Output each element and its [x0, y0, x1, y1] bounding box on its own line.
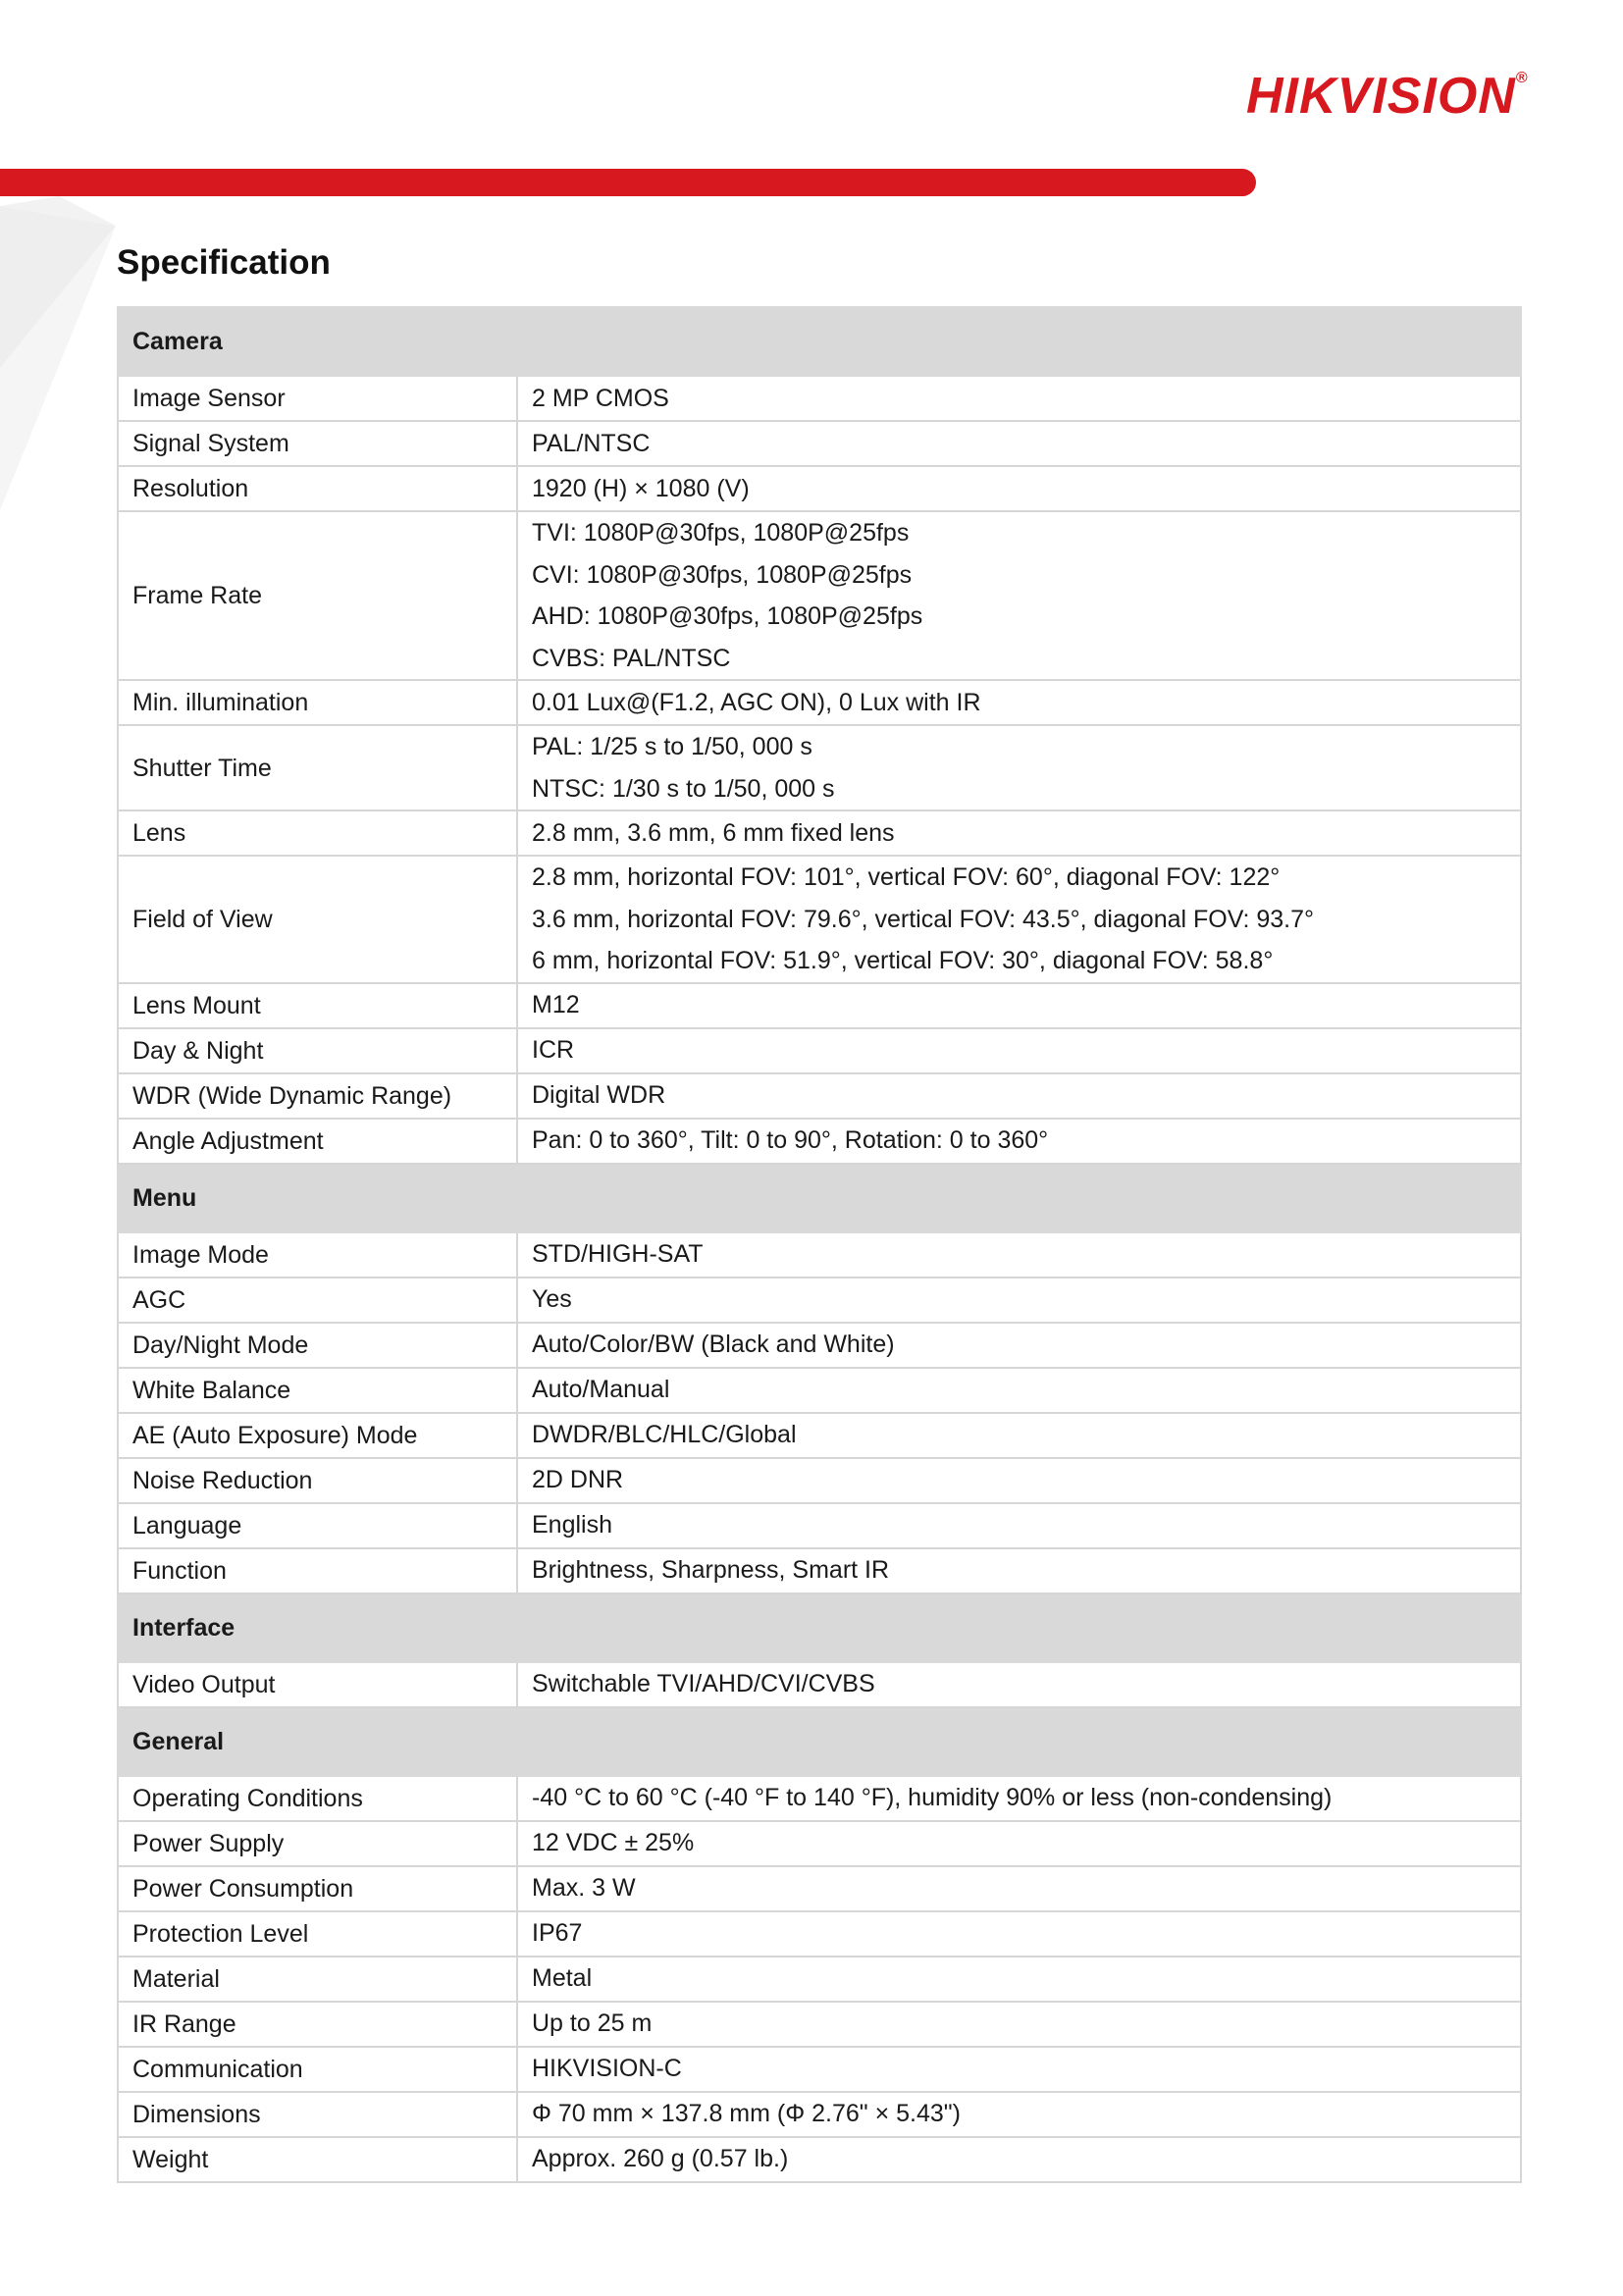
spec-value — [517, 1503, 1521, 1548]
table-row — [118, 1073, 1521, 1119]
table-row — [118, 983, 1521, 1028]
spec-value-line: IP67 — [532, 1919, 583, 1948]
section-title: Menu — [118, 1164, 1521, 1232]
spec-value — [517, 680, 1521, 725]
spec-value-line: 2.8 mm, horizontal FOV: 101°, vertical FOV: 60°, diagonal FOV: 122° — [532, 863, 1281, 891]
spec-value-line: PAL: 1/25 s to 1/50, 000 s — [532, 733, 812, 760]
decorative-corner-shape — [0, 196, 128, 520]
table-row — [118, 1458, 1521, 1503]
spec-label: Field of View — [118, 856, 517, 983]
spec-value — [517, 2047, 1521, 2092]
section-header-menu — [118, 1164, 1521, 1232]
spec-value-line: 0.01 Lux@(F1.2, AGC ON), 0 Lux with IR — [532, 688, 981, 716]
spec-label: Function — [118, 1548, 517, 1593]
table-row — [118, 1911, 1521, 1957]
table-row — [118, 1119, 1521, 1164]
spec-label: Communication — [118, 2047, 517, 2092]
spec-value-line: Switchable TVI/AHD/CVI/CVBS — [532, 1670, 875, 1698]
table-row — [118, 376, 1521, 421]
spec-value — [517, 1232, 1521, 1278]
spec-value — [517, 421, 1521, 466]
spec-value-line: CVBS: PAL/NTSC — [532, 644, 731, 672]
section-title: General — [118, 1707, 1521, 1776]
table-row — [118, 421, 1521, 466]
spec-label: Image Mode — [118, 1232, 517, 1278]
spec-value — [517, 2137, 1521, 2182]
table-row — [118, 2002, 1521, 2047]
spec-value-line: 1920 (H) × 1080 (V) — [532, 474, 750, 502]
table-row — [118, 856, 1521, 983]
table-row — [118, 1413, 1521, 1458]
table-row — [118, 1662, 1521, 1707]
table-row — [118, 1548, 1521, 1593]
spec-value-line: HIKVISION-C — [532, 2055, 682, 2083]
table-row — [118, 2092, 1521, 2137]
spec-value-line: ICR — [532, 1036, 575, 1065]
spec-label: WDR (Wide Dynamic Range) — [118, 1073, 517, 1119]
spec-value-line: 6 mm, horizontal FOV: 51.9°, vertical FOV: 30°, diagonal FOV: 58.8° — [532, 947, 1274, 974]
spec-value-line: Max. 3 W — [532, 1874, 636, 1903]
spec-value — [517, 511, 1521, 680]
spec-value-line: 2 MP CMOS — [532, 384, 669, 412]
hikvision-logo — [1246, 68, 1529, 125]
spec-value-line: Yes — [532, 1285, 572, 1314]
spec-label: IR Range — [118, 2002, 517, 2047]
spec-value — [517, 725, 1521, 810]
spec-value-line: Auto/Color/BW (Black and White) — [532, 1331, 895, 1359]
spec-label: Language — [118, 1503, 517, 1548]
section-header-interface — [118, 1593, 1521, 1662]
page-title: Specification — [117, 243, 331, 282]
spec-value — [517, 1413, 1521, 1458]
table-row — [118, 810, 1521, 856]
table-row — [118, 511, 1521, 680]
spec-label: Shutter Time — [118, 725, 517, 810]
section-title: Camera — [118, 307, 1521, 376]
spec-label: Lens Mount — [118, 983, 517, 1028]
spec-value-line: DWDR/BLC/HLC/Global — [532, 1421, 797, 1449]
section-header-camera — [118, 307, 1521, 376]
spec-value-line: Brightness, Sharpness, Smart IR — [532, 1556, 890, 1585]
table-row — [118, 1503, 1521, 1548]
spec-label: AGC — [118, 1278, 517, 1323]
spec-value-line: 12 VDC ± 25% — [532, 1829, 695, 1857]
spec-value — [517, 2002, 1521, 2047]
spec-value — [517, 983, 1521, 1028]
spec-value — [517, 1028, 1521, 1073]
spec-value-line: STD/HIGH-SAT — [532, 1240, 704, 1269]
spec-value — [517, 1548, 1521, 1593]
spec-value-line: Φ 70 mm × 137.8 mm (Φ 2.76" × 5.43") — [532, 2100, 961, 2128]
table-row — [118, 2137, 1521, 2182]
spec-label: Video Output — [118, 1662, 517, 1707]
spec-value-line: NTSC: 1/30 s to 1/50, 000 s — [532, 774, 835, 803]
spec-value — [517, 1368, 1521, 1413]
spec-value — [517, 1821, 1521, 1866]
spec-label: White Balance — [118, 1368, 517, 1413]
spec-label: Angle Adjustment — [118, 1119, 517, 1164]
spec-value-line: 2D DNR — [532, 1466, 624, 1494]
spec-label: Resolution — [118, 466, 517, 511]
spec-label: Material — [118, 1957, 517, 2002]
spec-value — [517, 1662, 1521, 1707]
section-header-general — [118, 1707, 1521, 1776]
spec-label: AE (Auto Exposure) Mode — [118, 1413, 517, 1458]
header-red-bar — [0, 169, 1256, 196]
table-row — [118, 1323, 1521, 1368]
spec-value-line: Metal — [532, 1964, 593, 1993]
spec-value-line: CVI: 1080P@30fps, 1080P@25fps — [532, 560, 913, 589]
spec-label: Power Consumption — [118, 1866, 517, 1911]
spec-value-line: Digital WDR — [532, 1081, 666, 1110]
spec-value-line: Pan: 0 to 360°, Tilt: 0 to 90°, Rotation: 0 to 360° — [532, 1126, 1049, 1155]
spec-label: Image Sensor — [118, 376, 517, 421]
spec-value-line: PAL/NTSC — [532, 429, 651, 457]
spec-value — [517, 376, 1521, 421]
spec-value-line: Auto/Manual — [532, 1376, 670, 1404]
spec-value — [517, 856, 1521, 983]
spec-label: Lens — [118, 810, 517, 856]
spec-value — [517, 1323, 1521, 1368]
table-row — [118, 466, 1521, 511]
table-row — [118, 1278, 1521, 1323]
spec-value-line: Approx. 260 g (0.57 lb.) — [532, 2145, 789, 2173]
logo-part-hik: HIK — [1246, 68, 1337, 125]
spec-value-line: Up to 25 m — [532, 2009, 653, 2038]
spec-label: Signal System — [118, 421, 517, 466]
table-row — [118, 1866, 1521, 1911]
table-row — [118, 725, 1521, 810]
table-row — [118, 680, 1521, 725]
logo-part-vision: VISION — [1336, 68, 1516, 125]
section-title: Interface — [118, 1593, 1521, 1662]
spec-value-line: AHD: 1080P@30fps, 1080P@25fps — [532, 602, 923, 630]
spec-label: Min. illumination — [118, 680, 517, 725]
table-row — [118, 1232, 1521, 1278]
spec-value-line: English — [532, 1511, 612, 1539]
spec-label: Frame Rate — [118, 511, 517, 680]
spec-value-line: 2.8 mm, 3.6 mm, 6 mm fixed lens — [532, 818, 895, 847]
spec-value — [517, 466, 1521, 511]
spec-label: Protection Level — [118, 1911, 517, 1957]
spec-value — [517, 1278, 1521, 1323]
spec-label: Day & Night — [118, 1028, 517, 1073]
spec-value — [517, 1458, 1521, 1503]
table-row — [118, 1957, 1521, 2002]
spec-label: Weight — [118, 2137, 517, 2182]
table-row — [118, 2047, 1521, 2092]
spec-value-line: 3.6 mm, horizontal FOV: 79.6°, vertical FOV: 43.5°, diagonal FOV: 93.7° — [532, 905, 1315, 933]
table-row — [118, 1821, 1521, 1866]
spec-value — [517, 810, 1521, 856]
table-row — [118, 1368, 1521, 1413]
spec-value — [517, 1073, 1521, 1119]
spec-value — [517, 1957, 1521, 2002]
spec-label: Noise Reduction — [118, 1458, 517, 1503]
spec-label: Day/Night Mode — [118, 1323, 517, 1368]
spec-value — [517, 1866, 1521, 1911]
spec-label: Operating Conditions — [118, 1776, 517, 1821]
spec-value — [517, 2092, 1521, 2137]
spec-label: Dimensions — [118, 2092, 517, 2137]
spec-value-line: -40 °C to 60 °C (-40 °F to 140 °F), humidity 90% or less (non-condensing) — [532, 1784, 1333, 1812]
spec-label: Power Supply — [118, 1821, 517, 1866]
spec-value — [517, 1911, 1521, 1957]
spec-value-line: M12 — [532, 991, 580, 1019]
spec-value — [517, 1776, 1521, 1821]
spec-value — [517, 1119, 1521, 1164]
table-row — [118, 1776, 1521, 1821]
specification-table — [117, 306, 1522, 2183]
table-row — [118, 1028, 1521, 1073]
registered-mark: ® — [1515, 70, 1529, 86]
spec-value-line: TVI: 1080P@30fps, 1080P@25fps — [532, 519, 910, 547]
